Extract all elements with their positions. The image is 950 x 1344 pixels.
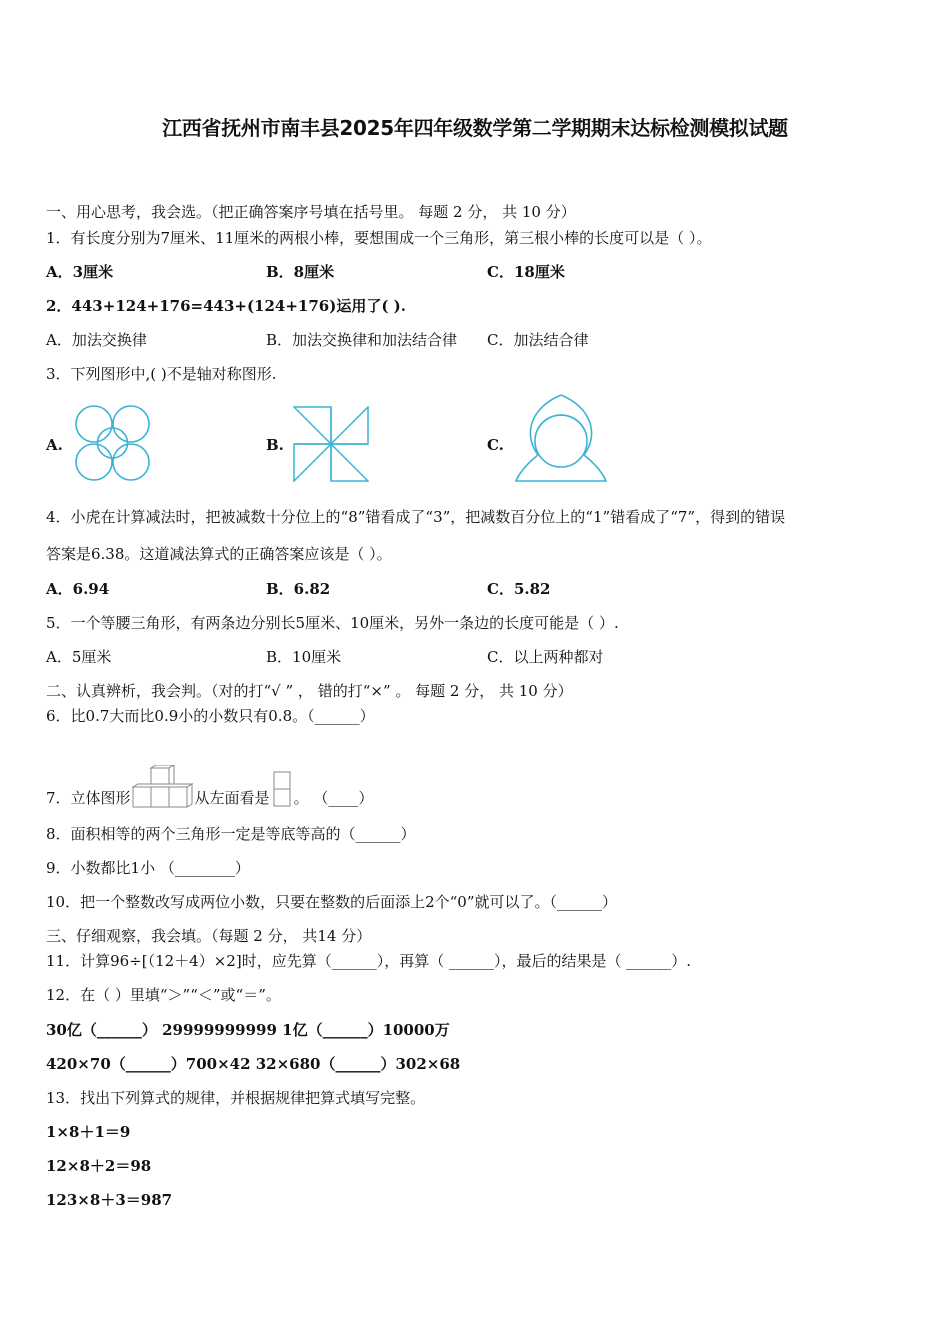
q3-text: 3．下列图形中,( )不是轴对称图形. (46, 365, 277, 383)
q4-line2: 答案是6.38。这道减法算式的正确答案应该是（ ）。 (46, 545, 392, 563)
q5-option-a[interactable]: A．5厘米 (46, 648, 112, 666)
q13-eq1: 1×8＋1＝9 (46, 1123, 131, 1141)
q13-eq3: 123×8＋3＝987 (46, 1191, 173, 1209)
flower-figure (72, 404, 154, 484)
section1-heading: 一、用心思考，我会选。（把正确答案序号填在括号里。 每题 2 分， 共 10 分） (46, 203, 576, 221)
pinwheel-figure (293, 406, 369, 482)
q6-text: 6．比0.7大而比0.9小的小数只有0.8。（______） (46, 707, 375, 725)
q1-option-a[interactable]: A．3厘米 (46, 263, 114, 281)
q2-option-a[interactable]: A．加法交换律 (46, 331, 147, 349)
page-title: 江西省抚州市南丰县2025年四年级数学第二学期期末达标检测模拟试题 (162, 116, 788, 140)
q5-text: 5．一个等腰三角形，有两条边分别长5厘米、10厘米，另外一条边的长度可能是（ ）. (46, 614, 619, 632)
q12-row1: 30亿（______） 29999999999 1亿（______）10000万 (46, 1021, 450, 1039)
q5-option-c[interactable]: C．以上两种都对 (487, 648, 604, 666)
q2-text: 2．443+124+176=443+(124+176)运用了( ). (46, 297, 406, 315)
q3-option-b[interactable]: B. (266, 436, 284, 454)
q4-line1: 4．小虎在计算减法时，把被减数十分位上的“8”错看成了“3”，把减数百分位上的“1”错看成了“7”，得到的错误 (46, 508, 786, 526)
q3-option-c[interactable]: C. (487, 436, 504, 454)
q13-eq2: 12×8＋2＝98 (46, 1157, 152, 1175)
q1-option-c[interactable]: C．18厘米 (487, 263, 565, 281)
solid-cubes-figure (131, 765, 195, 809)
q4-option-b[interactable]: B．6.82 (266, 580, 331, 598)
q1-text: 1．有长度分别为7厘米、11厘米的两根小棒，要想围成一个三角形，第三根小棒的长度可以是（ ）。 (46, 229, 712, 247)
q4-option-a[interactable]: A．6.94 (46, 580, 110, 598)
section3-heading: 三、仔细观察，我会填。（每题 2 分， 共14 分） (46, 927, 372, 945)
q13-text: 13．找出下列算式的规律，并根据规律把算式填写完整。 (46, 1089, 426, 1107)
left-view-figure (272, 771, 292, 809)
q10-text: 10．把一个整数改写成两位小数，只要在整数的后面添上2个“0”就可以了。（______） (46, 893, 618, 911)
q2-option-b[interactable]: B．加法交换律和加法结合律 (266, 331, 458, 349)
q8-text: 8．面积相等的两个三角形一定是等底等高的（______） (46, 825, 416, 843)
q2-option-c[interactable]: C．加法结合律 (487, 331, 589, 349)
q3-option-a[interactable]: A. (46, 436, 63, 454)
arcs-figure (514, 393, 608, 483)
q12-row2: 420×70（______）700×42 32×680（______）302×68 (46, 1055, 461, 1073)
q7-middle: 从左面看是 (194, 789, 270, 807)
q4-option-c[interactable]: C．5.82 (487, 580, 551, 598)
section2-heading: 二、认真辨析，我会判。（对的打“√ ” ， 错的打“×” 。 每题 2 分， 共 10 分） (46, 682, 573, 700)
q9-text: 9．小数都比1小 （________） (46, 859, 250, 877)
q7-suffix: 。 （____） (293, 789, 374, 807)
q1-option-b[interactable]: B．8厘米 (266, 263, 335, 281)
q12-text: 12．在（ ）里填“＞”“＜”或“＝”。 (46, 986, 281, 1004)
q5-option-b[interactable]: B．10厘米 (266, 648, 342, 666)
q7-line (46, 765, 373, 809)
q11-text: 11．计算96÷[（12＋4）×2]时，应先算（______），再算（ ______），最后的结果是（ ______）. (46, 952, 691, 970)
q7-prefix: 7．立体图形 (46, 789, 131, 807)
